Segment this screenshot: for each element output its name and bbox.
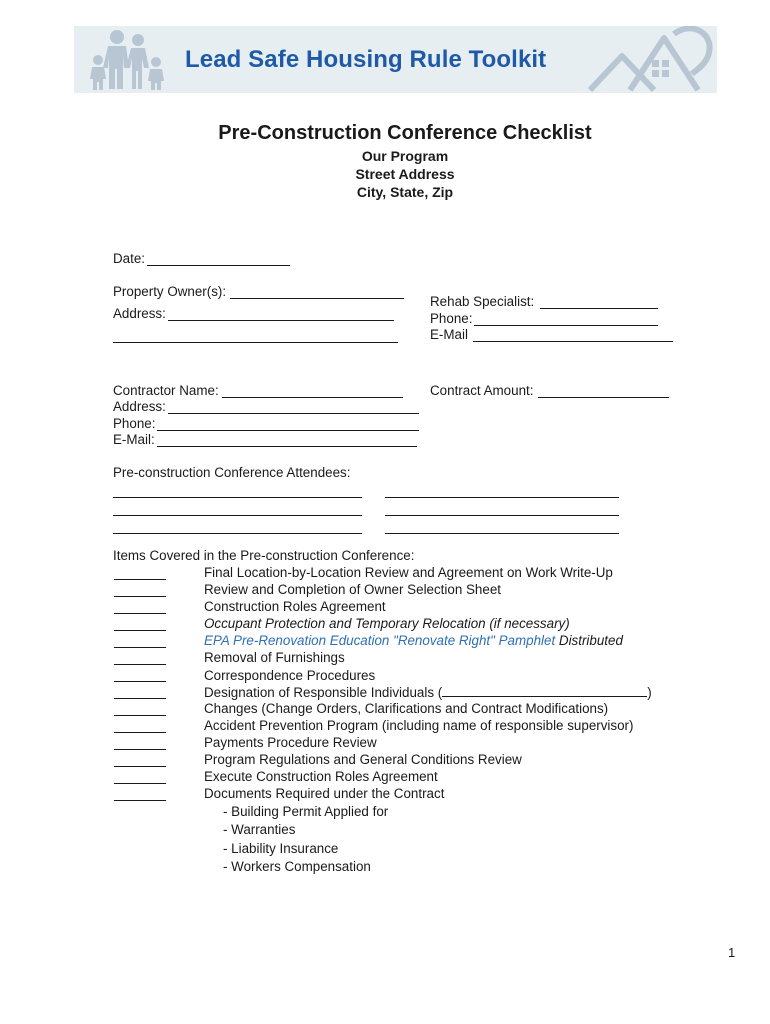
contractor-address-field[interactable] [168, 413, 419, 414]
attendee-field[interactable] [113, 497, 362, 498]
checklist-blank[interactable] [114, 698, 166, 699]
family-icon [80, 28, 170, 91]
checklist-blank[interactable] [114, 800, 166, 801]
checklist-item-epa [204, 633, 623, 648]
checklist-blank[interactable] [114, 715, 166, 716]
checklist-item: Program Regulations and General Conditions Review [204, 752, 522, 767]
contract-amount-field[interactable] [538, 397, 669, 398]
designation-close: ) [647, 685, 652, 700]
items-covered-label: Items Covered in the Pre-construction Conference: [113, 548, 415, 563]
checklist-blank[interactable] [114, 630, 166, 631]
sub-item: - Liability Insurance [223, 841, 339, 856]
checklist-item: Final Location-by-Location Review and Agreement on Work Write-Up [204, 565, 613, 580]
checklist-item: Review and Completion of Owner Selection Sheet [204, 582, 501, 597]
responsible-individuals-field[interactable] [442, 684, 647, 697]
checklist-blank[interactable] [114, 783, 166, 784]
property-owner-label: Property Owner(s): [113, 284, 227, 299]
checklist-blank[interactable] [114, 732, 166, 733]
rehab-email-field[interactable] [473, 341, 673, 342]
property-owner-field[interactable] [230, 298, 404, 299]
sub-item: - Warranties [223, 822, 296, 837]
contractor-email-label: E-Mail: [113, 432, 155, 447]
checklist-item: Accident Prevention Program (including name of responsible supervisor) [204, 718, 634, 733]
checklist-item: Occupant Protection and Temporary Relocation (if necessary) [204, 616, 570, 631]
checklist-blank[interactable] [114, 579, 166, 580]
banner-title: Lead Safe Housing Rule Toolkit [185, 46, 547, 73]
checklist-blank[interactable] [114, 613, 166, 614]
checklist-item: Execute Construction Roles Agreement [204, 769, 438, 784]
page-title: Pre-Construction Conference Checklist [218, 122, 592, 144]
rehab-specialist-label: Rehab Specialist: [430, 294, 535, 309]
checklist-item: Removal of Furnishings [204, 650, 345, 665]
checklist-blank[interactable] [114, 664, 166, 665]
checklist-item: Correspondence Procedures [204, 668, 376, 683]
epa-distributed-text: Distributed [555, 633, 623, 648]
contractor-name-label: Contractor Name: [113, 383, 219, 398]
date-label: Date: [113, 251, 146, 266]
attendee-field[interactable] [113, 533, 362, 534]
contractor-phone-label: Phone: [113, 416, 156, 431]
contractor-address-label: Address: [113, 399, 166, 414]
designation-text: Designation of Responsible Individuals ( [204, 685, 443, 700]
checklist-item: Payments Procedure Review [204, 735, 377, 750]
date-field[interactable] [147, 265, 290, 266]
checklist-item: Changes (Change Orders, Clarifications and Contract Modifications) [204, 701, 609, 716]
contractor-phone-field[interactable] [157, 430, 419, 431]
attendee-field[interactable] [385, 497, 619, 498]
owner-address-field[interactable] [168, 320, 394, 321]
city-state-zip: City, State, Zip [356, 184, 454, 200]
epa-pamphlet-link[interactable]: EPA Pre-Renovation Education "Renovate Right" Pamphlet [204, 633, 556, 648]
house-icon [582, 26, 717, 93]
contractor-email-field[interactable] [157, 446, 417, 447]
contractor-name-field[interactable] [222, 397, 403, 398]
street-address: Street Address [355, 166, 455, 182]
program-name: Our Program [361, 148, 449, 164]
toolkit-banner [74, 26, 717, 93]
attendee-field[interactable] [385, 515, 619, 516]
rehab-email-label: E-Mail [430, 327, 468, 342]
sub-item: - Building Permit Applied for [223, 804, 389, 819]
page-number: 1 [728, 945, 736, 960]
rehab-specialist-field[interactable] [540, 308, 658, 309]
owner-address-field-2[interactable] [113, 342, 398, 343]
sub-item: - Workers Compensation [223, 859, 371, 874]
checklist-item: Construction Roles Agreement [204, 599, 386, 614]
attendees-label: Pre-construction Conference Attendees: [113, 465, 351, 480]
rehab-phone-field[interactable] [474, 325, 658, 326]
checklist-blank[interactable] [114, 749, 166, 750]
attendee-field[interactable] [113, 515, 362, 516]
checklist-blank[interactable] [114, 681, 166, 682]
checklist-blank[interactable] [114, 647, 166, 648]
checklist-blank[interactable] [114, 766, 166, 767]
owner-address-label: Address: [113, 306, 166, 321]
checklist-blank[interactable] [114, 596, 166, 597]
checklist-item-designation [204, 684, 652, 700]
checklist-item: Documents Required under the Contract [204, 786, 445, 801]
attendee-field[interactable] [385, 533, 619, 534]
contract-amount-label: Contract Amount: [430, 383, 534, 398]
rehab-phone-label: Phone: [430, 311, 473, 326]
